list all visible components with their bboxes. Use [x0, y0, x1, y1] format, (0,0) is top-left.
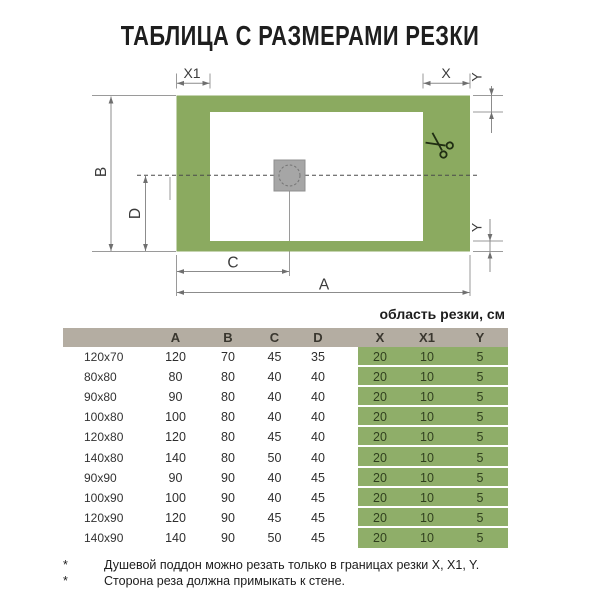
header-cell-a: A: [148, 328, 203, 347]
cell-b: 80: [221, 430, 235, 445]
cell-x1: 10: [402, 367, 452, 387]
cell-c: 40: [267, 470, 282, 485]
footnote-marker: *: [63, 573, 68, 588]
dim-label-x1: X1: [183, 65, 201, 81]
dim-label-y-bottom: Y: [468, 222, 485, 233]
cell-d: 45: [311, 470, 325, 485]
cell-c: 50: [267, 450, 282, 465]
cell-y: 5: [452, 508, 508, 528]
cell-size: 140x90: [84, 530, 124, 545]
cell-b: 80: [221, 450, 235, 465]
cell-spacer: [340, 488, 358, 508]
cell-spacer: [340, 427, 358, 447]
tray-frame: [177, 96, 471, 252]
cell-d: 40: [311, 450, 325, 465]
cell-y: 5: [452, 447, 508, 467]
header-cell-c: C: [253, 328, 296, 347]
cell-y: 5: [452, 468, 508, 488]
cell-c: 45: [267, 350, 282, 365]
cell-spacer: [340, 367, 358, 387]
cell-x1: 10: [402, 387, 452, 407]
cell-a: 120: [165, 510, 186, 525]
cell-size: 90x80: [84, 390, 117, 405]
cell-x: 20: [358, 427, 402, 447]
footnote-text: Душевой поддон можно резать только в границах резки X, X1, Y.: [104, 558, 480, 572]
cell-y: 5: [452, 387, 508, 407]
cell-x1: 10: [402, 407, 452, 427]
cell-x: 20: [358, 387, 402, 407]
cell-d: 40: [311, 390, 325, 405]
cell-b: 70: [221, 350, 235, 365]
cell-d: 40: [311, 430, 325, 445]
cell-d: 35: [311, 350, 325, 365]
cell-b: 90: [221, 490, 235, 505]
cutting-diagram: [60, 55, 540, 305]
page-title: ТАБЛИЦА С РАЗМЕРАМИ РЕЗКИ: [120, 20, 480, 51]
cell-size: 100x80: [84, 410, 124, 425]
footnote: [63, 574, 563, 590]
cell-a: 100: [165, 410, 186, 425]
cell-x: 20: [358, 447, 402, 467]
cell-d: 45: [311, 510, 325, 525]
cell-b: 80: [221, 410, 235, 425]
cell-a: 120: [165, 350, 186, 365]
drain: [274, 160, 305, 191]
header-cell-b: B: [203, 328, 253, 347]
cell-spacer: [340, 468, 358, 488]
header-cell-y: Y: [452, 328, 508, 347]
header-cell-x: X: [358, 328, 402, 347]
cell-spacer: [340, 447, 358, 467]
footnote-text: Сторона реза должна примыкать к стене.: [104, 573, 346, 588]
cell-y: 5: [452, 347, 508, 367]
cell-x: 20: [358, 528, 402, 548]
footnote-marker: *: [63, 558, 68, 572]
cell-y: 5: [452, 488, 508, 508]
cell-c: 40: [267, 370, 282, 385]
cell-b: 90: [221, 530, 235, 545]
cell-x: 20: [358, 347, 402, 367]
cell-x1: 10: [402, 528, 452, 548]
cell-size: 120x70: [84, 350, 124, 365]
cell-size: 90x90: [84, 470, 117, 485]
cell-b: 80: [221, 390, 235, 405]
dim-label-a: A: [318, 276, 330, 294]
cell-y: 5: [452, 427, 508, 447]
dim-label-d: D: [127, 207, 144, 220]
cell-x1: 10: [402, 447, 452, 467]
cell-size: 100x90: [84, 490, 124, 505]
cell-a: 80: [168, 370, 183, 385]
cell-spacer: [340, 387, 358, 407]
dim-label-c: C: [227, 254, 239, 272]
cell-a: 90: [168, 470, 183, 485]
cell-x: 20: [358, 488, 402, 508]
cell-d: 45: [311, 530, 325, 545]
dim-label-y-top: Y: [468, 72, 485, 82]
cell-x1: 10: [402, 508, 452, 528]
cell-spacer: [340, 347, 358, 367]
cell-c: 40: [267, 390, 282, 405]
cell-c: 40: [267, 410, 282, 425]
cell-c: 40: [267, 490, 282, 505]
header-cell-spacer: [340, 328, 358, 347]
cell-x: 20: [358, 367, 402, 387]
cell-spacer: [340, 508, 358, 528]
cell-a: 90: [168, 390, 183, 405]
header-cell-size: [63, 328, 148, 347]
cell-x1: 10: [402, 427, 452, 447]
cell-a: 140: [165, 530, 186, 545]
cell-a: 120: [165, 430, 186, 445]
cell-b: 90: [221, 510, 235, 525]
dim-label-b: B: [93, 166, 110, 178]
cell-d: 45: [311, 490, 325, 505]
cell-size: 140x80: [84, 450, 124, 465]
dim-label-x: X: [441, 65, 451, 81]
footnotes: [63, 558, 563, 589]
cell-a: 140: [165, 450, 186, 465]
cell-c: 45: [267, 430, 282, 445]
cell-x1: 10: [402, 488, 452, 508]
cell-y: 5: [452, 367, 508, 387]
cell-y: 5: [452, 407, 508, 427]
cell-c: 45: [267, 510, 282, 525]
cut-area-label: область резки, см: [379, 306, 505, 322]
cell-x: 20: [358, 508, 402, 528]
footnote: [63, 558, 563, 574]
cell-x: 20: [358, 407, 402, 427]
cell-size: 120x90: [84, 510, 124, 525]
header-cell-x1: X1: [402, 328, 452, 347]
size-table: [63, 328, 508, 548]
cell-d: 40: [311, 410, 325, 425]
cell-x1: 10: [402, 468, 452, 488]
cell-x: 20: [358, 468, 402, 488]
cell-spacer: [340, 407, 358, 427]
cell-size: 80x80: [84, 370, 117, 385]
cell-spacer: [340, 528, 358, 548]
cell-b: 90: [221, 470, 235, 485]
cell-d: 40: [311, 370, 325, 385]
cell-x1: 10: [402, 347, 452, 367]
cell-y: 5: [452, 528, 508, 548]
cell-c: 50: [267, 530, 282, 545]
cell-size: 120x80: [84, 430, 124, 445]
cell-b: 80: [221, 370, 235, 385]
cell-a: 100: [165, 490, 186, 505]
header-cell-d: D: [296, 328, 340, 347]
